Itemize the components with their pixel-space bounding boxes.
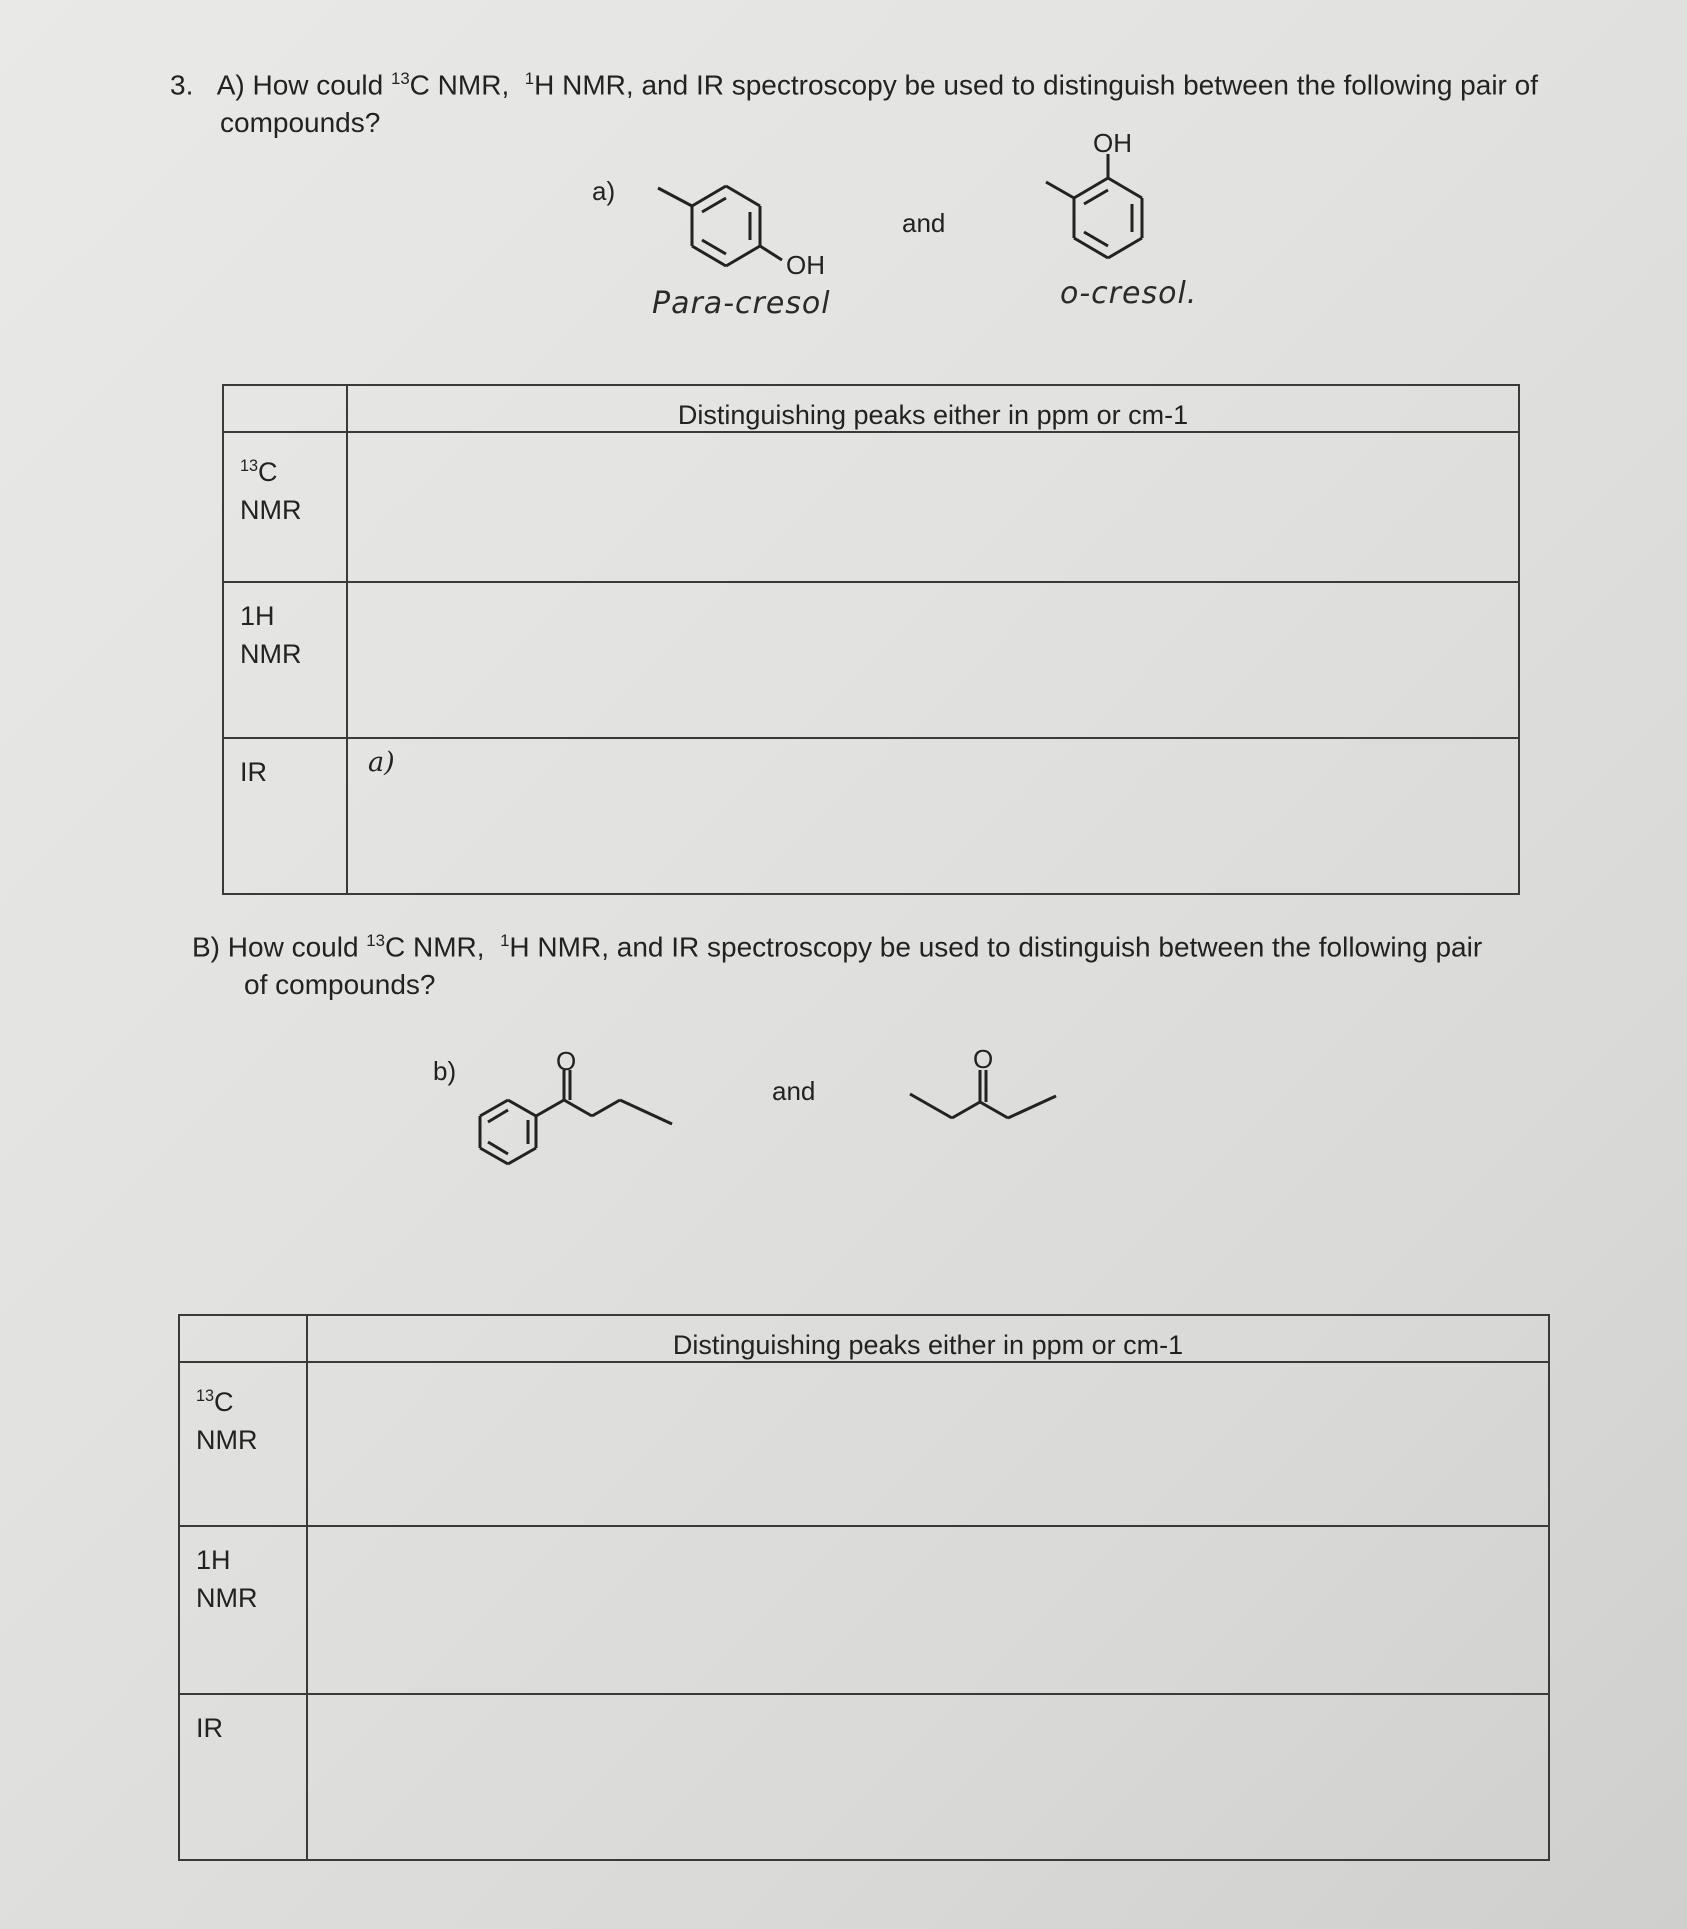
o-cresol-caption: o-cresol.: [1060, 276, 1198, 311]
question-b-text-2: C NMR,: [384, 931, 493, 963]
question-a-text-3: H NMR, and IR spectroscopy be used to distinguish between the following pair of: [534, 69, 1538, 101]
table-a-header: Distinguishing peaks either in ppm or cm-1: [347, 385, 1519, 432]
butanone-structure: [910, 1070, 1056, 1118]
para-cresol-oh: OH: [786, 250, 825, 280]
question-number: 3.: [170, 69, 194, 101]
para-cresol-structure: [658, 186, 1250, 266]
table-b-cell-13c[interactable]: [307, 1362, 1549, 1526]
question-b: B) How could $^{13}$C NMR, $^1$H NMR, and IR spectroscopy be used to distinguish between the following pair of compounds?: [192, 922, 1642, 1004]
butanone-oxygen: O: [973, 1044, 994, 1074]
butyrophenone-oxygen: O: [556, 1046, 577, 1076]
table-row: [223, 582, 1519, 738]
table-b-row-label-13c: $^{13}$C NMR: [179, 1362, 307, 1526]
table-a: [222, 384, 1520, 895]
question-a-text-2: C NMR,: [409, 69, 517, 101]
table-row: [223, 432, 1519, 582]
table-a-cell-1h[interactable]: [347, 582, 1519, 738]
question-b-line2: of compounds?: [244, 969, 436, 1001]
table-b-row-label-ir: IR: [179, 1694, 307, 1860]
question-a-text-1: A) How could: [216, 69, 391, 101]
table-row: [223, 738, 1519, 894]
table-b-cell-ir[interactable]: [307, 1694, 1549, 1860]
question-b-text-3: H NMR, and IR spectroscopy be used to distinguish between the following pair: [509, 931, 1483, 963]
table-a-row-label-13c: $^{13}$C NMR: [223, 432, 347, 582]
table-b-header: Distinguishing peaks either in ppm or cm-1: [307, 1315, 1549, 1362]
para-cresol-caption: Para-cresol: [652, 286, 831, 321]
table-row: [179, 1362, 1549, 1526]
table-a-row-label-ir: IR: [223, 738, 347, 894]
structure-a-label: a): [592, 176, 616, 206]
table-row: [179, 1526, 1549, 1694]
o-cresol-oh: OH: [1093, 128, 1132, 158]
table-b-corner: [179, 1315, 307, 1362]
table-a-corner: [223, 385, 347, 432]
structures-a-drawing: [650, 120, 1250, 300]
structure-b-label: b): [433, 1056, 457, 1086]
sup-1: 1: [524, 69, 535, 88]
sup-13: 13: [391, 69, 410, 88]
structure-b-and: and: [772, 1076, 816, 1106]
table-b-row-label-1h: 1H NMR: [179, 1526, 307, 1694]
question-a-line2: compounds?: [220, 107, 381, 139]
table-b: [178, 1314, 1550, 1861]
o-cresol-structure: [1046, 154, 1142, 258]
table-a-cell-13c[interactable]: [347, 432, 1519, 582]
table-b-cell-1h[interactable]: [307, 1526, 1549, 1694]
butyrophenone-structure: [480, 1070, 672, 1164]
structure-a-and: and: [902, 208, 946, 238]
table-row: [179, 1694, 1549, 1860]
table-a-row-label-1h: 1H NMR: [223, 582, 347, 738]
table-a-cell-ir[interactable]: a): [347, 738, 1519, 894]
question-b-text-1: B) How could: [192, 931, 367, 963]
